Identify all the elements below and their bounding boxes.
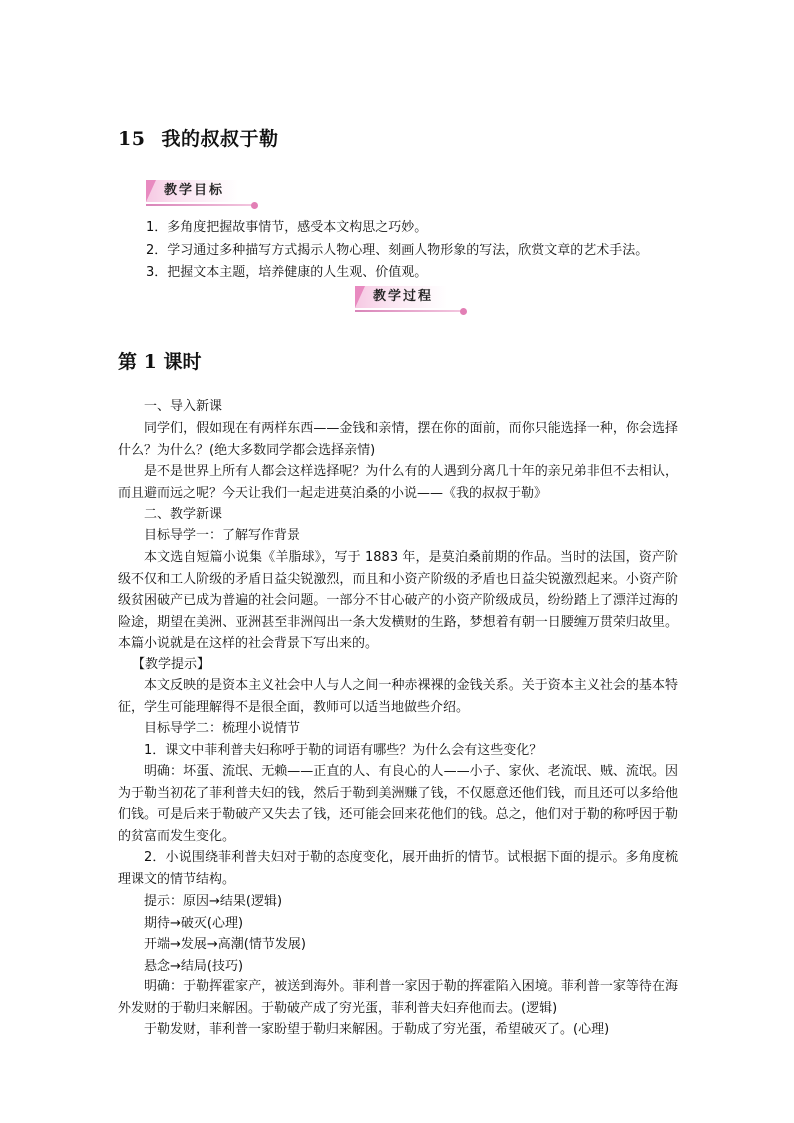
process-banner-label: 教学过程 [355, 286, 447, 308]
goals-banner-dot [251, 202, 258, 209]
paragraph-hint-body: 本文反映的是资本主义社会中人与人之间一种赤裸裸的金钱关系。关于资本主义社会的基本特征，学生可能理解得不是很全面，教师可以适当地做些介绍。 [118, 678, 678, 715]
lesson-title [118, 124, 278, 151]
section-heading: 第 1 课时 [118, 351, 202, 373]
paragraph-answer-2-psychology: 于勒发财，菲利普一家盼望于勒归来解困。于勒成了穷光蛋，希望破灭了。(心理) [144, 1022, 610, 1037]
paragraph-answer-1: 明确：坏蛋、流氓、无赖——正直的人、有良心的人——小子、家伙、老流氓、贼、流氓。因为于勒当初花了菲利普夫妇的钱，然后于勒到美洲赚了钱，不仅愿意还他们钱，而且还可以多给他们钱。可是后来于勒破产又失去了钱，还可能会回来花他们的钱。总之，他们对于勒的称呼因于勒的贫富而发生变化。 [118, 764, 678, 844]
paragraph-goal-one: 目标导学一：了解写作背景 [144, 528, 301, 543]
goal-item-2: 2．学习通过多种描写方式揭示人物心理、刻画人物形象的写法，欣赏文章的艺术手法。 [146, 243, 649, 258]
paragraph-intro-heading: 一、导入新课 [144, 399, 223, 414]
paragraph-question-2: 2．小说围绕菲利普夫妇对于勒的态度变化，展开曲折的情节。试根据下面的提示。多角度梳理课文的情节结构。 [118, 850, 678, 887]
paragraph-answer-2: 明确：于勒挥霍家产，被送到海外。菲利普一家因于勒的挥霍陷入困境。菲利普一家等待在海外发财的于勒归来解困。于勒破产成了穷光蛋，菲利普夫妇弃他而去。(逻辑) [118, 979, 678, 1016]
process-banner-line [355, 310, 461, 312]
goals-banner-label: 教学目标 [146, 180, 238, 202]
goals-banner-line [146, 204, 252, 206]
hint-line-logic: 提示：原因→结果(逻辑) [144, 894, 283, 909]
paragraph-intro-question: 同学们，假如现在有两样东西——金钱和亲情，摆在你的面前，而你只能选择一种，你会选择什么？为什么？(绝大多数同学都会选择亲情) [118, 421, 678, 458]
hint-line-plot: 开端→发展→高潮(情节发展) [144, 937, 306, 952]
process-banner-dot [460, 308, 467, 315]
paragraph-new-lesson: 二、教学新课 [144, 507, 223, 522]
process-banner [355, 286, 467, 312]
lesson-number: 15 [118, 128, 146, 150]
goal-item-1: 1．多角度把握故事情节，感受本文构思之巧妙。 [146, 220, 428, 235]
lesson-name: 我的叔叔于勒 [161, 128, 279, 150]
paragraph-background: 本文选自短篇小说集《羊脂球》，写于 1883 年，是莫泊桑前期的作品。当时的法国，资产阶级不仅和工人阶级的矛盾日益尖锐激烈，而且和小资产阶级的矛盾也日益尖锐激烈起来。小资产阶级贫困破产已成为普遍的社会问题。一部分不甘心破产的小资产阶级成员，纷纷踏上了漂洋过海的险途，期望在美洲、亚洲甚至非洲闯出一条大发横财的生路，梦想着有朝一日腰缠万贯荣归故里。本篇小说就是在这样的社会背景下写出来的。 [118, 550, 678, 651]
paragraph-intro-lead: 是不是世界上所有人都会这样选择呢？为什么有的人遇到分离几十年的亲兄弟非但不去相认，而且避而远之呢？今天让我们一起走进莫泊桑的小说——《我的叔叔于勒》 [118, 464, 678, 501]
goal-item-3: 3．把握文本主题，培养健康的人生观、价值观。 [146, 265, 428, 280]
hint-line-psychology: 期待→破灭(心理) [144, 916, 244, 931]
hint-line-technique: 悬念→结局(技巧) [144, 959, 244, 974]
goals-banner [146, 180, 258, 206]
paragraph-question-1: 1．课文中菲利普夫妇称呼于勒的词语有哪些？为什么会有这些变化？ [144, 743, 543, 758]
paragraph-teaching-hint: 【教学提示】 [132, 657, 211, 672]
paragraph-goal-two: 目标导学二：梳理小说情节 [144, 721, 301, 736]
